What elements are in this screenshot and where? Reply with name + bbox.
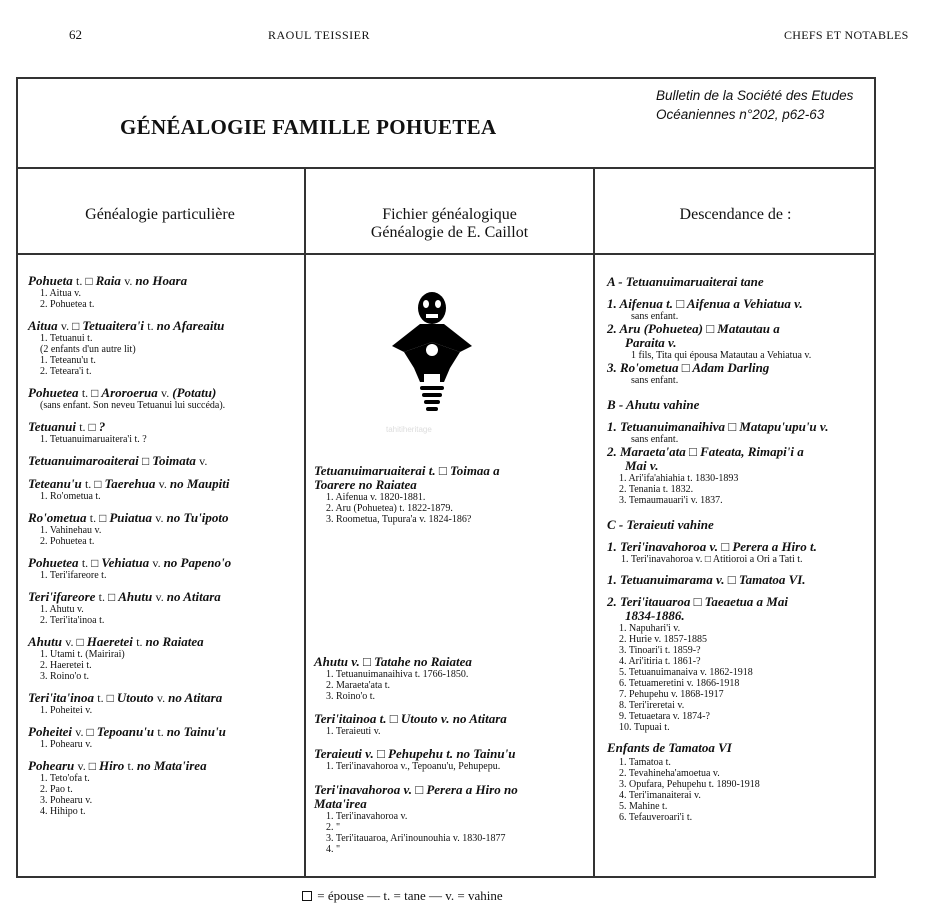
- genealogy-entry: [28, 420, 300, 445]
- genealogy-entry: [28, 635, 300, 682]
- entry-name-b: Tetuaitera'i: [82, 318, 148, 333]
- entry-name-b: Tepoanu'u: [96, 724, 158, 739]
- middle-group-4: Teraieuti v. □ Pehupehu t. no Tainu'u 1. Teri'inavahoroa v., Tepoanu'u, Pehupepu.: [314, 747, 590, 772]
- entry-sex-b: v.: [199, 454, 208, 468]
- entry-sex-a: t.: [79, 420, 89, 434]
- square-icon: □: [99, 511, 110, 525]
- entry-name-b: Hiro: [98, 758, 128, 773]
- entry-sex-a: v.: [75, 725, 87, 739]
- list-item: 3. Roino'o t.: [40, 671, 90, 682]
- entry-name-a: Aitua: [28, 318, 61, 333]
- genealogy-entry: [28, 759, 300, 817]
- square-icon: □: [106, 691, 117, 705]
- list-item: 3. Teri'itauaroa, Ari'inounouhia v. 1830-1877: [326, 833, 506, 844]
- list-item: 1. Teri'inavahoroa v.: [326, 811, 408, 822]
- entry-sex-a: t.: [84, 477, 95, 491]
- genealogy-entry: [28, 556, 300, 581]
- list-item: 1. Teraieuti v.: [326, 726, 381, 737]
- entry-origin: no Tainu'u: [166, 724, 226, 739]
- left-genealogy-column: [28, 274, 300, 826]
- list-item: 1. Tetuanuimanaihiva t. 1766-1850.: [326, 669, 469, 680]
- page-number: 62: [69, 27, 82, 42]
- list-item: 4. ": [326, 844, 341, 855]
- entry-name-b: Puiatua: [109, 510, 156, 525]
- list-item: 1. Napuhari'i v.: [619, 623, 681, 634]
- list-item: 1. Teto'ofa t.: [40, 773, 90, 784]
- genealogy-entry: [28, 725, 300, 750]
- entry-origin: no Hoara: [135, 273, 188, 288]
- list-item: 2. Pohuetea t.: [40, 299, 95, 310]
- entry-name-a: Teri'ifareore: [28, 589, 99, 604]
- genealogy-entry: [28, 590, 300, 626]
- entry-sex-b: v.: [124, 274, 136, 288]
- entry-sex-a: v.: [77, 759, 89, 773]
- column-heading-descendance: Descendance de :: [679, 206, 792, 223]
- entry-origin: no Tu'ipoto: [166, 510, 229, 525]
- square-icon: □: [76, 635, 87, 649]
- list-item: 4. Hihipo t.: [40, 806, 86, 817]
- square-icon: □: [72, 319, 83, 333]
- list-item: 5. Mahine t.: [619, 801, 668, 812]
- genealogy-entry: [28, 386, 300, 411]
- entry-name-b: Aroroerua: [101, 385, 162, 400]
- list-item: 4. Ari'itiria t. 1861-?: [619, 656, 701, 667]
- entry-heading: [28, 635, 300, 649]
- entry-sex-a: t.: [81, 386, 92, 400]
- list-item: 1. Teri'inavahoroa v., Tepoanu'u, Pehupepu.: [326, 761, 501, 772]
- entry-origin: no Mata'irea: [136, 758, 207, 773]
- list-item: 1. Utami t. (Mairirai): [40, 649, 125, 660]
- list-item: 1. Aifenua v. 1820-1881.: [326, 492, 426, 503]
- entry-name-b: Haeretei: [86, 634, 137, 649]
- list-item: 8. Teri'ireretai v.: [619, 700, 685, 711]
- entry-sex-b: v.: [158, 477, 170, 491]
- square-icon: □: [85, 274, 96, 288]
- entry-name-b: Toimata: [152, 453, 200, 468]
- genealogy-entry: [28, 454, 300, 468]
- watermark: tahitiheritage: [386, 425, 432, 434]
- list-item: 2. Tenania t. 1832.: [619, 484, 694, 495]
- entry-sex-a: v.: [60, 319, 73, 333]
- divider-col1: [304, 167, 306, 878]
- entry-origin: (Potatu): [172, 385, 217, 400]
- list-item: 2. Pohuetea t.: [40, 536, 95, 547]
- entry-sex-b: v.: [161, 386, 173, 400]
- entry-name-a: Poheitei: [28, 724, 76, 739]
- entry-name-b: Utouto: [116, 690, 157, 705]
- entry-heading: [28, 511, 300, 525]
- list-item: 1. Tetuanuimaruaitera'i t. ?: [40, 434, 147, 445]
- list-item: 2. Aru (Pohuetea) t. 1822-1879.: [326, 503, 453, 514]
- entry-heading: [28, 691, 300, 705]
- square-icon: [302, 891, 312, 901]
- running-author: RAOUL TEISSIER: [268, 28, 371, 42]
- list-item: 6. Tetuameretini v. 1866-1918: [619, 678, 740, 689]
- genealogy-entry: [28, 274, 300, 310]
- entry-name-a: Ro'ometua: [28, 510, 90, 525]
- entry-origin: no Afareaitu: [156, 318, 225, 333]
- square-icon: □: [91, 386, 102, 400]
- entry-heading: [28, 319, 300, 333]
- entry-sex-b: v.: [155, 590, 167, 604]
- list-item: 4. Teri'imanaiterai v.: [619, 790, 701, 801]
- entry-sex-a: t.: [89, 511, 100, 525]
- list-item: 1. Poheitei v.: [40, 705, 93, 716]
- entry-name-a: Ahutu: [28, 634, 66, 649]
- section-a-heading: A - Tetuanuimaruaiterai tane: [607, 274, 764, 289]
- list-item: 9. Tetuaetara v. 1874-?: [619, 711, 710, 722]
- bulletin-reference: Bulletin de la Société des Etudes Océaniennes n°202, p62-63: [656, 88, 854, 122]
- list-item: 1. Aitua v.: [40, 288, 82, 299]
- entry-name-a: Pohueta: [28, 273, 77, 288]
- list-item: 1. Teteanu'u t.: [40, 355, 96, 366]
- list-item: 3. Temaumauari'i v. 1837.: [619, 495, 723, 506]
- list-item: 1. Teri'ifareore t.: [40, 570, 107, 581]
- entry-heading: [28, 725, 300, 739]
- entry-heading: [28, 590, 300, 604]
- list-item: 1. Tetuanui t.: [40, 333, 93, 344]
- list-item: 2. Teteara'i t.: [40, 366, 92, 377]
- list-item: 2. Hurie v. 1857-1885: [619, 634, 707, 645]
- list-item: 6. Tefauveroari'i t.: [619, 812, 693, 823]
- list-item: 1. Pohearu v.: [40, 739, 93, 750]
- entry-name-b: Vehiatua: [101, 555, 153, 570]
- square-icon: □: [86, 725, 97, 739]
- divider-colheads: [16, 253, 876, 255]
- entry-name-b: ?: [98, 419, 106, 434]
- entry-heading: [28, 274, 300, 288]
- list-item: 1. Ro'ometua t.: [40, 491, 101, 502]
- list-item: 3. Pohearu v.: [40, 795, 93, 806]
- entry-sex-b: v.: [155, 511, 167, 525]
- genealogy-entry: [28, 319, 300, 377]
- entry-name-b: Taerehua: [104, 476, 159, 491]
- entry-sex-a: t.: [76, 274, 86, 288]
- list-item: 2. Haeretei t.: [40, 660, 92, 671]
- entry-sex-b: v.: [152, 556, 164, 570]
- entry-name-a: Pohuetea: [28, 555, 82, 570]
- genealogy-entry: [28, 511, 300, 547]
- genealogy-entry: [28, 477, 300, 502]
- list-item: 2. Tevahineha'amoetua v.: [619, 768, 720, 779]
- entry-name-a: Pohearu: [28, 758, 78, 773]
- entry-sex-b: v.: [156, 691, 169, 705]
- entry-name-a: Teri'ita'inoa: [28, 690, 98, 705]
- entry-sex-a: t.: [98, 590, 108, 604]
- list-item: 3. Opufara, Pehupehu t. 1890-1918: [619, 779, 760, 790]
- legend: = épouse — t. = tane — v. = vahine: [300, 888, 503, 904]
- middle-group-1: Tetuanuimaruaiterai t. □ Toimaa a Toarere no Raiatea 1. Aifenua v. 1820-1881. 2. Aru (Pohuetea) t. 1822-1879. 3. Roometua, Tupura'a v. 1824-186?: [314, 464, 590, 525]
- list-item: 1. Vahinehau v.: [40, 525, 102, 536]
- entry-origin: no Atitara: [166, 589, 221, 604]
- entry-name-a: Tetuanuimaroaiterai: [28, 453, 143, 468]
- entry-sex-a: t.: [97, 691, 107, 705]
- list-item: 1. Ari'ifa'ahiahia t. 1830-1893: [619, 473, 739, 484]
- entry-heading: [28, 556, 300, 570]
- document-title: GÉNÉALOGIE FAMILLE POHUETEA: [120, 115, 497, 139]
- entry-origin: no Atitara: [168, 690, 223, 705]
- entry-heading: [28, 420, 300, 434]
- square-icon: □: [91, 556, 102, 570]
- list-item: 2. Teri'ita'inoa t.: [40, 615, 105, 626]
- divider-title: [16, 167, 876, 169]
- list-item: (sans enfant. Son neveu Tetuanui lui succéda).: [40, 400, 226, 411]
- entry-sex-a: t.: [81, 556, 92, 570]
- section-b-heading: B - Ahutu vahine: [607, 397, 700, 412]
- entry-origin: no Raiatea: [145, 634, 204, 649]
- square-icon: □: [108, 590, 119, 604]
- column-heading-particular: Généalogie particulière: [85, 206, 235, 223]
- divider-col2: [593, 167, 595, 878]
- section-d-heading: Enfants de Tamatoa VI: [607, 740, 732, 755]
- list-item: 2. ": [326, 822, 341, 833]
- entry-name-b: Raia: [95, 273, 125, 288]
- entry-name-a: Tetuanui: [28, 419, 80, 434]
- section-c-heading: C - Teraieuti vahine: [607, 517, 714, 532]
- list-item: 1. Ahutu v.: [40, 604, 84, 615]
- square-icon: □: [142, 454, 153, 468]
- middle-group-3: Teri'itainoa t. □ Utouto v. no Atitara 1. Teraieuti v.: [314, 712, 590, 737]
- list-item: 2. Maraeta'ata t.: [326, 680, 390, 691]
- entry-origin: no Maupiti: [169, 476, 230, 491]
- list-item: 3. Roino'o t.: [326, 691, 376, 702]
- list-item: 10. Tupuai t.: [619, 722, 670, 733]
- list-item: 3. Tinoari'i t. 1859-?: [619, 645, 701, 656]
- entry-sex-b: t.: [157, 725, 167, 739]
- entry-sex-a: v.: [65, 635, 77, 649]
- entry-name-a: Teteanu'u: [28, 476, 85, 491]
- middle-group-5: Teri'inavahoroa v. □ Perera a Hiro no Mata'irea 1. Teri'inavahoroa v. 2. " 3. Teri'itauaroa, Ari'inounouhia v. 1830-1877 4. ": [314, 783, 590, 855]
- entry-heading: [28, 386, 300, 400]
- middle-group-2: Ahutu v. □ Tatahe no Raiatea 1. Tetuanuimanaihiva t. 1766-1850. 2. Maraeta'ata t. 3. Roino'o t.: [314, 655, 590, 702]
- entry-sex-b: t.: [147, 319, 157, 333]
- entry-name-b: Ahutu: [118, 589, 156, 604]
- entry-origin: no Papeno'o: [163, 555, 232, 570]
- entry-heading: [28, 454, 300, 468]
- entry-heading: [28, 759, 300, 773]
- entry-name-a: Pohuetea: [28, 385, 82, 400]
- square-icon: □: [94, 477, 105, 491]
- entry-sex-b: t.: [136, 635, 146, 649]
- list-item: (2 enfants d'un autre lit): [40, 344, 136, 355]
- list-item: 2. Pao t.: [40, 784, 73, 795]
- list-item: 5. Tetuanuimanaiva v. 1862-1918: [619, 667, 753, 678]
- square-icon: □: [88, 759, 99, 773]
- entry-heading: [28, 477, 300, 491]
- list-item: 1. Tamatoa t.: [619, 757, 671, 768]
- column-heading-fichier: Fichier généalogique Généalogie de E. Caillot: [370, 206, 529, 241]
- genealogy-entry: [28, 691, 300, 716]
- entry-sex-b: t.: [127, 759, 137, 773]
- square-icon: □: [88, 420, 99, 434]
- right-descendance-column: A - Tetuanuimaruaiterai tane 1. Aifenua t. □ Aifenua a Vehiatua v. sans enfant. 2. Aru (Pohuetea) □ Matautau a Paraita v. 1 fils, Tita qui épousa Matautau a Vehiatua v. 3. Ro'ometua □ Adam Darling sans enfant. B - Ahutu vahine 1. Tetuanuimanaihiva □ Matapu'upu'u v. sans enfant. 2. Maraeta'ata □ Fateata, Rimapi'i a Mai v. 1. Ari'ifa'ahiahia t. 1830-1893 2. Tenania t. 1832. 3. Temaumauari'i v. 1837. C - Teraieuti vahine 1. Teri'inavahoroa v. □ Perera a Hiro t. 1. Teri'inavahoroa v. □ Atitioroi a Ori a Tati t. 1. Tetuanuimarama v. □ Tamatoa VI. 2. Teri'itauaroa □ Taeaetua a Mai 1834-1886. 1. Napuhari'i v. 2. Hurie v. 1857-1885 3. Tinoari'i t. 1859-? 4. Ari'itiria t. 1861-? 5. Tetuanuimanaiva v. 1862-1918 6. Tetuameretini v. 1866-1918 7. Pehupehu v. 1868-1917 8. Teri'ireretai v. 9. Tetuaetara v. 1874-? 10. Tupuai t. Enfants de Tamatoa VI 1. Tamatoa t. 2. Tevahineha'amoetua v. 3. Opufara, Pehupehu t. 1890-1918 4. Teri'imanaiterai v. 5. Mahine t. 6. Tefauveroari'i t.: [607, 275, 875, 823]
- running-section: CHEFS ET NOTABLES: [784, 28, 909, 42]
- list-item: 3. Roometua, Tupura'a v. 1824-186?: [326, 514, 472, 525]
- list-item: 7. Pehupehu v. 1868-1917: [619, 689, 724, 700]
- tiki-figure-icon: [390, 290, 474, 418]
